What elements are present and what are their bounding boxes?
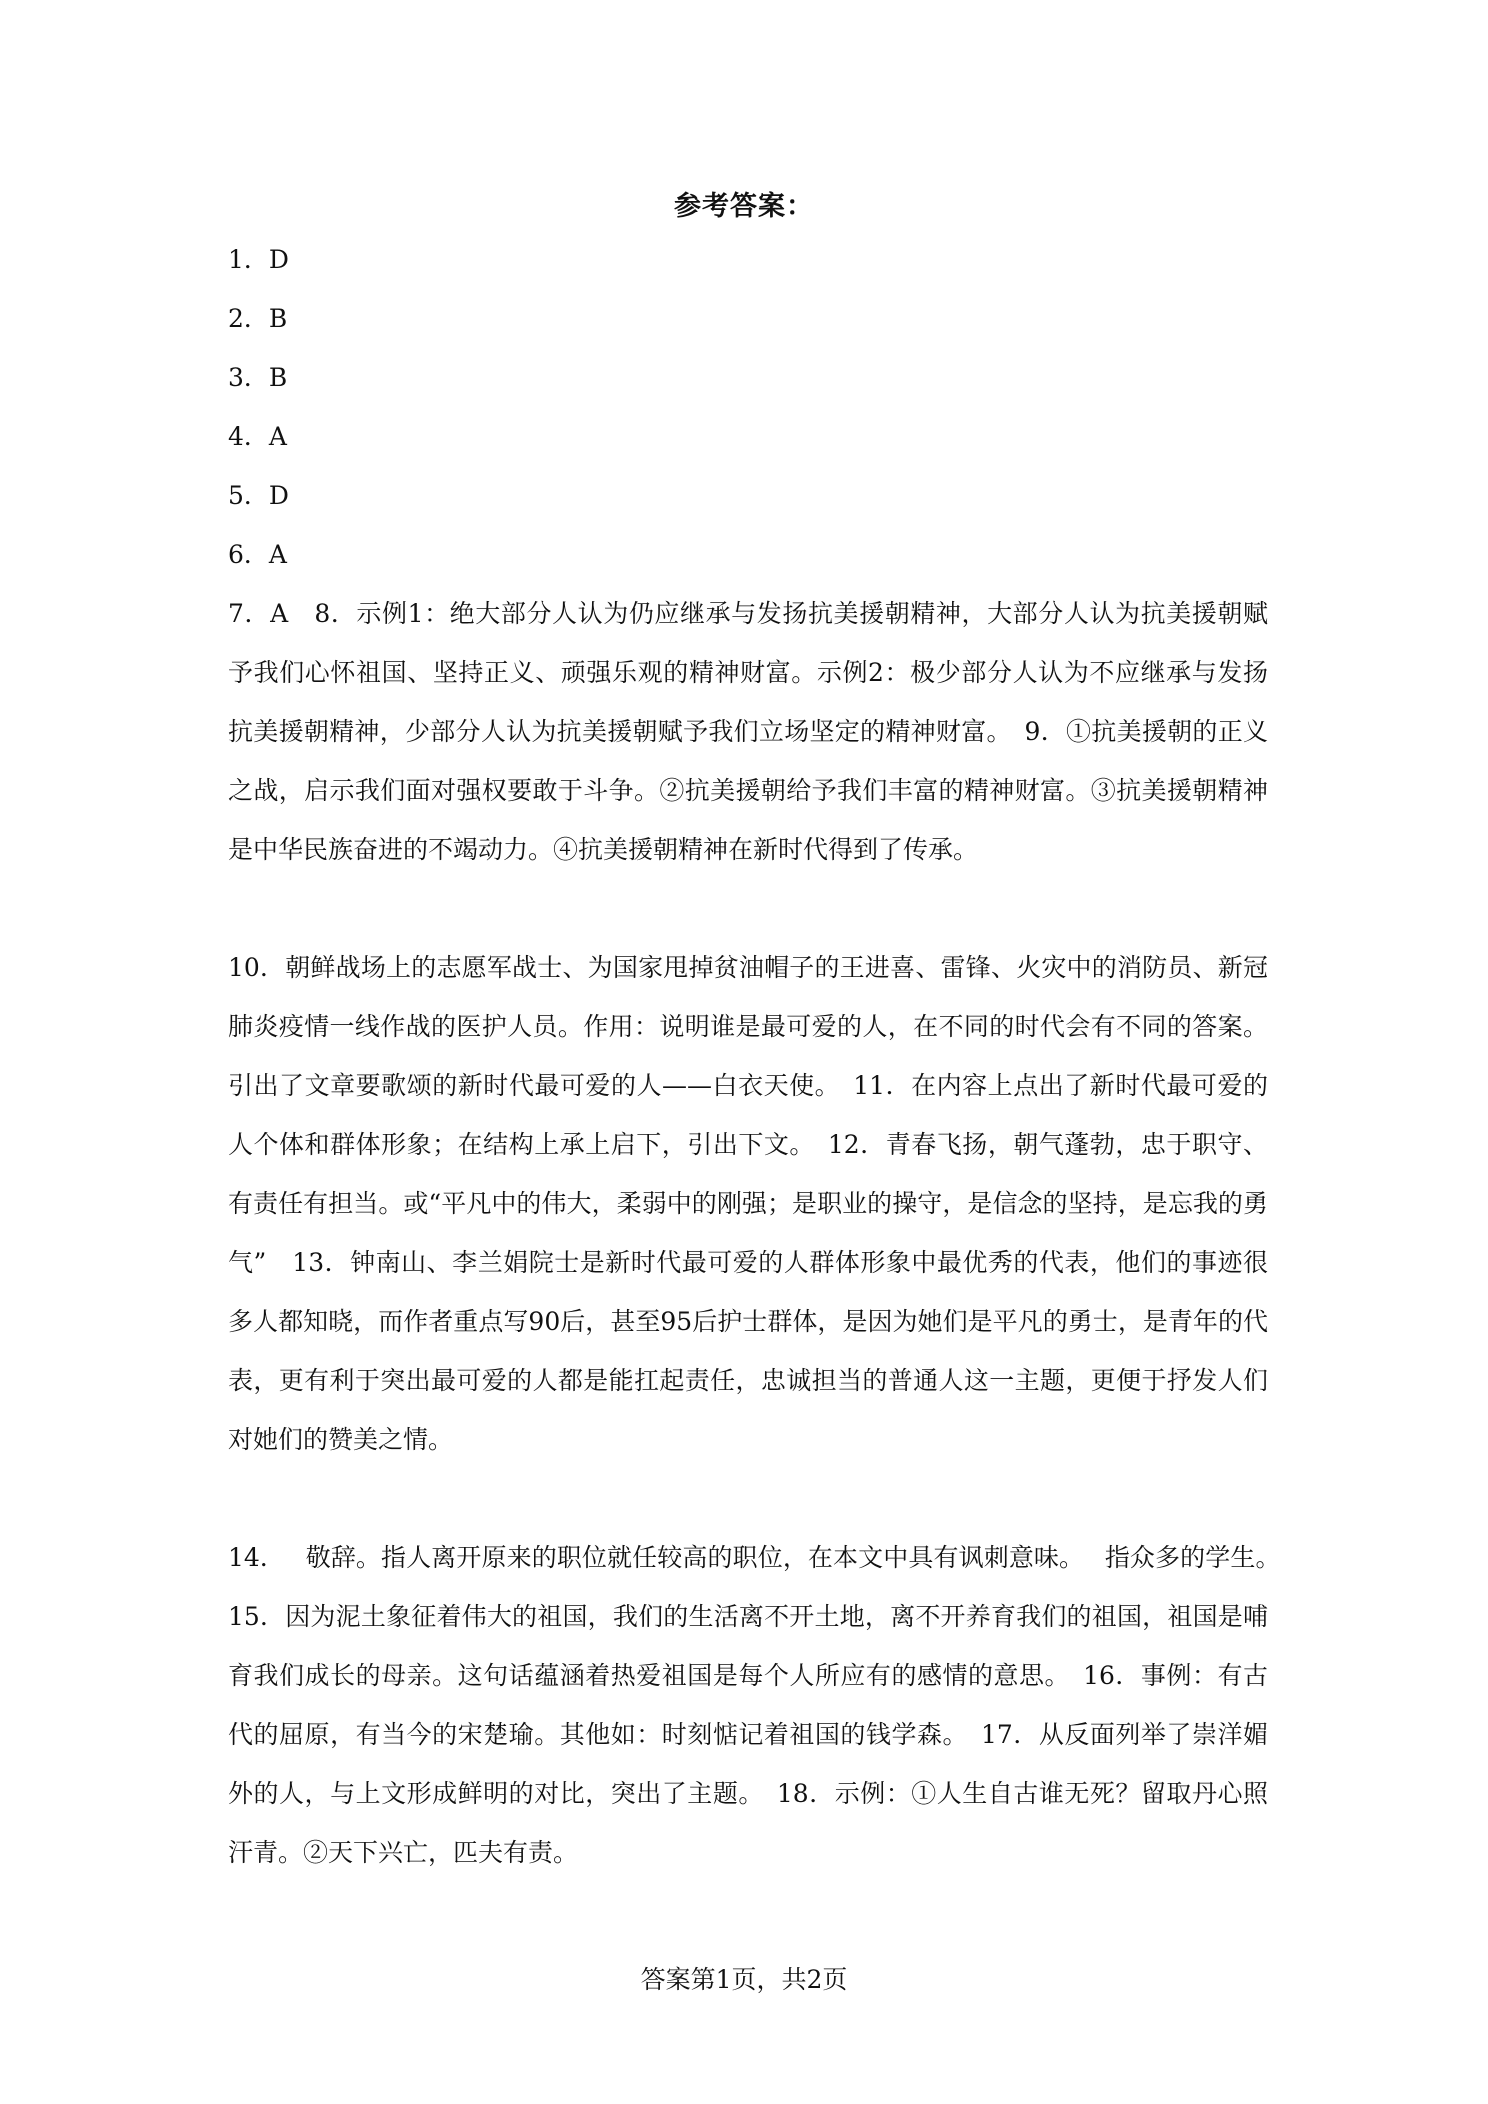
paragraph-gap [228,1469,1268,1528]
answer-paragraph: 10．朝鲜战场上的志愿军战士、为国家甩掉贫油帽子的王进喜、雷锋、火灾中的消防员、新冠肺炎疫情一线作战的医护人员。作用：说明谁是最可爱的人，在不同的时代会有不同的答案。引出了文章要歌颂的新时代最可爱的人——白衣天使。 11．在内容上点出了新时代最可爱的人个体和群体形象；在结构上承上启下，引出下文。 12．青春飞扬，朝气蓬勃，忠于职守、有责任有担当。或“平凡中的伟大，柔弱中的刚强；是职业的操守，是信念的坚持，是忘我的勇气” 13．钟南山、李兰娟院士是新时代最可爱的人群体形象中最优秀的代表，他们的事迹很多人都知晓，而作者重点写90后，甚至95后护士群体，是因为她们是平凡的勇士，是青年的代表，更有利于突出最可爱的人都是能扛起责任，忠诚担当的普通人这一主题，更便于抒发人们对她们的赞美之情。 [228,953,1268,1454]
answer-line: 2．B [228,304,288,333]
answer-line: 3．B [228,363,288,392]
answer-paragraph: 7．A 8．示例1：绝大部分人认为仍应继承与发扬抗美援朝精神，大部分人认为抗美援朝赋予我们心怀祖国、坚持正义、顽强乐观的精神财富。示例2：极少部分人认为不应继承与发扬抗美援朝精神，少部分人认为抗美援朝赋予我们立场坚定的精神财富。 9．①抗美援朝的正义之战，启示我们面对强权要敢于斗争。②抗美援朝给予我们丰富的精神财富。③抗美援朝精神是中华民族奋进的不竭动力。④抗美援朝精神在新时代得到了传承。 [228,599,1268,864]
answer-paragraph: 14． 敬辞。指人离开原来的职位就任较高的职位，在本文中具有讽刺意味。 指众多的学生。 15．因为泥土象征着伟大的祖国，我们的生活离不开土地，离不开养育我们的祖国，祖国是哺育我们成长的母亲。这句话蕴涵着热爱祖国是每个人所应有的感情的意思。 16．事例：有古代的屈原，有当今的宋楚瑜。其他如：时刻惦记着祖国的钱学森。 17．从反面列举了崇洋媚外的人，与上文形成鲜明的对比，突出了主题。 18．示例：①人生自古谁无死？留取丹心照汗青。②天下兴亡，匹夫有责。 [228,1543,1294,1867]
answer-line: 6．A [228,540,287,569]
answer-line: 4．A [228,422,287,451]
paragraph-gap [228,879,1268,938]
answer-line: 5．D [228,481,289,510]
page-title: 参考答案： [674,191,814,222]
answer-line: 1．D [228,245,289,274]
answers-body [228,230,1294,1882]
page-footer: 答案第1页，共2页 [640,1965,848,1994]
